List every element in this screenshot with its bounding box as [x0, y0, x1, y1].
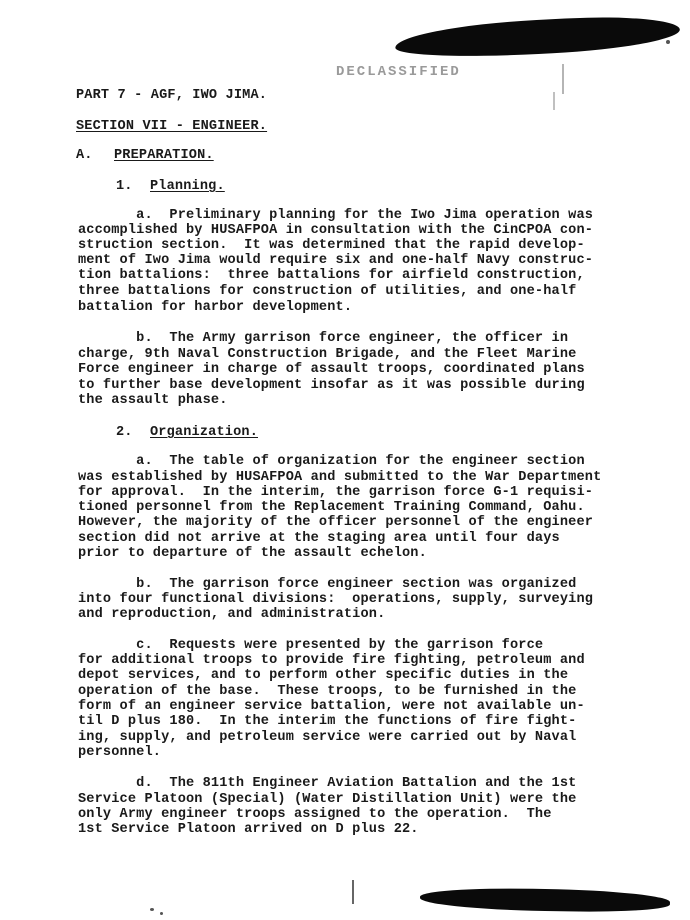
- paragraph-line: til D plus 180. In the interim the functions of fire fight-: [78, 714, 577, 729]
- paragraph-line: for approval. In the interim, the garrison force G-1 requisi-: [78, 485, 594, 500]
- scan-speck: [150, 908, 154, 911]
- paragraph-line: Force engineer in charge of assault troops, coordinated plans: [78, 362, 585, 377]
- section-a-title: PREPARATION.: [114, 148, 214, 163]
- paragraph-line: was established by HUSAFPOA and submitted to the War Department: [78, 470, 602, 485]
- paragraph-line: three battalions for construction of utilities, and one-half: [78, 284, 577, 299]
- paragraph-line: battalion for harbor development.: [78, 300, 353, 315]
- organization-title: Organization.: [150, 425, 258, 440]
- paragraph-line: b. The Army garrison force engineer, the officer in: [78, 331, 569, 346]
- redaction-mark-top: [394, 13, 680, 62]
- stamp-text: DECLASSIFIED: [336, 64, 461, 80]
- scan-mark: [352, 880, 354, 904]
- paragraph-line: personnel.: [78, 745, 162, 760]
- organization-number: 2.: [116, 425, 133, 440]
- paragraph-line: and reproduction, and administration.: [78, 607, 386, 622]
- paragraph-line: to further base development insofar as it was possible during: [78, 378, 585, 393]
- planning-number: 1.: [116, 179, 133, 194]
- paragraph-line: ing, supply, and petroleum service were carried out by Naval: [78, 730, 577, 745]
- paragraph-line: the assault phase.: [78, 393, 228, 408]
- redaction-mark-bottom: [420, 887, 670, 913]
- paragraph-line: c. Requests were presented by the garrison force: [78, 638, 544, 653]
- paragraph-line: form of an engineer service battalion, were not available un-: [78, 699, 585, 714]
- paragraph-line: tion battalions: three battalions for airfield construction,: [78, 268, 585, 283]
- paragraph-line: section did not arrive at the staging area until four days: [78, 531, 560, 546]
- paragraph-line: tioned personnel from the Replacement Training Command, Oahu.: [78, 500, 585, 515]
- scan-speck: [666, 40, 670, 44]
- paragraph-line: struction section. It was determined that the rapid develop-: [78, 238, 585, 253]
- paragraph-line: a. The table of organization for the engineer section: [78, 454, 585, 469]
- paragraph-line: However, the majority of the officer personnel of the engineer: [78, 515, 594, 530]
- paragraph-line: into four functional divisions: operations, supply, surveying: [78, 592, 594, 607]
- declassified-stamp: [336, 64, 564, 94]
- part-heading: PART 7 - AGF, IWO JIMA.: [76, 88, 268, 103]
- paragraph-line: charge, 9th Naval Construction Brigade, and the Fleet Marine: [78, 347, 577, 362]
- paragraph-line: a. Preliminary planning for the Iwo Jima operation was: [78, 208, 594, 223]
- paragraph-line: ment of Iwo Jima would require six and one-half Navy construc-: [78, 253, 594, 268]
- section-heading: SECTION VII - ENGINEER.: [76, 119, 268, 134]
- planning-title: Planning.: [150, 179, 225, 194]
- paragraph-line: accomplished by HUSAFPOA in consultation with the CinCPOA con-: [78, 223, 594, 238]
- paragraph-line: d. The 811th Engineer Aviation Battalion and the 1st: [78, 776, 577, 791]
- paragraph-line: depot services, and to perform other specific duties in the: [78, 668, 569, 683]
- paragraph-line: b. The garrison force engineer section was organized: [78, 577, 577, 592]
- paragraph-line: Service Platoon (Special) (Water Distillation Unit) were the: [78, 792, 577, 807]
- stamp-tick-mark: [553, 92, 555, 110]
- paragraph-line: 1st Service Platoon arrived on D plus 22.: [78, 822, 419, 837]
- section-a-letter: A.: [76, 148, 93, 163]
- paragraph-line: operation of the base. These troops, to be furnished in the: [78, 684, 577, 699]
- paragraph-line: only Army engineer troops assigned to the operation. The: [78, 807, 552, 822]
- paragraph-line: for additional troops to provide fire fighting, petroleum and: [78, 653, 585, 668]
- paragraph-line: prior to departure of the assault echelon.: [78, 546, 427, 561]
- scan-speck: [160, 912, 163, 915]
